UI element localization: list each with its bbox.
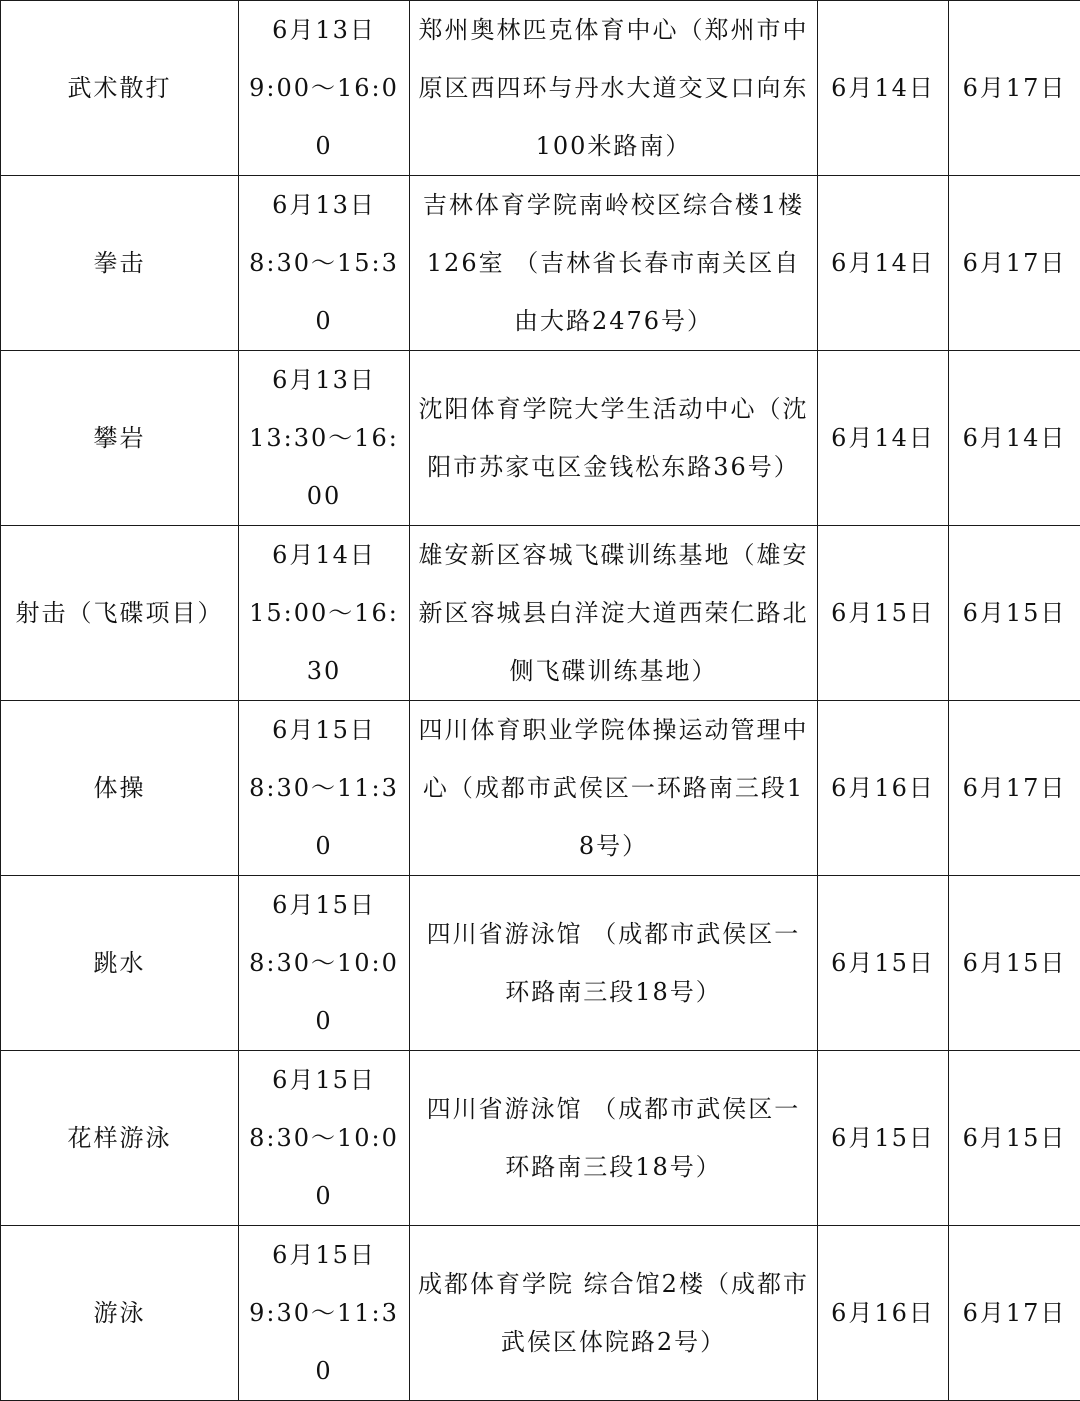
test-time: 8:30～10:00 [245, 1109, 403, 1225]
test-date: 6月15日 [245, 1051, 403, 1109]
event-cell: 拳击 [1, 176, 239, 351]
date-a-cell: 6月16日 [818, 701, 949, 876]
date-time-cell [239, 876, 410, 1051]
date-a-cell: 6月15日 [818, 1051, 949, 1226]
date-b-cell: 6月15日 [949, 526, 1080, 701]
test-date: 6月15日 [245, 701, 403, 759]
venue-cell: 成都体育学院 综合馆2楼（成都市武侯区体院路2号） [410, 1226, 818, 1401]
venue-cell: 四川体育职业学院体操运动管理中心（成都市武侯区一环路南三段18号） [410, 701, 818, 876]
table-row [1, 526, 1080, 701]
date-b-cell: 6月14日 [949, 351, 1080, 526]
date-a-cell: 6月14日 [818, 351, 949, 526]
date-time-cell [239, 701, 410, 876]
date-time-cell [239, 1, 410, 176]
test-time: 13:30～16:00 [245, 409, 403, 525]
event-cell: 射击（飞碟项目） [1, 526, 239, 701]
table-row [1, 176, 1080, 351]
date-a-cell: 6月15日 [818, 526, 949, 701]
date-a-cell: 6月14日 [818, 176, 949, 351]
date-a-cell: 6月15日 [818, 876, 949, 1051]
test-time: 9:00～16:00 [245, 59, 403, 175]
date-b-cell: 6月17日 [949, 176, 1080, 351]
table-row [1, 701, 1080, 876]
venue-cell: 吉林体育学院南岭校区综合楼1楼126室 （吉林省长春市南关区自由大路2476号） [410, 176, 818, 351]
table-row [1, 876, 1080, 1051]
test-time: 9:30～11:30 [245, 1284, 403, 1400]
event-cell: 跳水 [1, 876, 239, 1051]
date-time-cell [239, 176, 410, 351]
test-date: 6月14日 [245, 526, 403, 584]
date-b-cell: 6月15日 [949, 1051, 1080, 1226]
date-b-cell: 6月17日 [949, 701, 1080, 876]
date-time-cell [239, 526, 410, 701]
table-row [1, 351, 1080, 526]
test-time: 8:30～15:30 [245, 234, 403, 350]
table-row [1, 1051, 1080, 1226]
venue-cell: 雄安新区容城飞碟训练基地（雄安新区容城县白洋淀大道西荣仁路北侧飞碟训练基地） [410, 526, 818, 701]
test-time: 8:30～10:00 [245, 934, 403, 1050]
event-cell: 游泳 [1, 1226, 239, 1401]
event-cell: 武术散打 [1, 1, 239, 176]
venue-cell: 四川省游泳馆 （成都市武侯区一环路南三段18号） [410, 876, 818, 1051]
event-cell: 花样游泳 [1, 1051, 239, 1226]
date-b-cell: 6月15日 [949, 876, 1080, 1051]
table-row [1, 1226, 1080, 1401]
date-b-cell: 6月17日 [949, 1226, 1080, 1401]
date-a-cell: 6月16日 [818, 1226, 949, 1401]
test-date: 6月15日 [245, 876, 403, 934]
test-date: 6月13日 [245, 176, 403, 234]
test-date: 6月15日 [245, 1226, 403, 1284]
test-time: 8:30～11:30 [245, 759, 403, 875]
date-a-cell: 6月14日 [818, 1, 949, 176]
venue-cell: 四川省游泳馆 （成都市武侯区一环路南三段18号） [410, 1051, 818, 1226]
date-time-cell [239, 1226, 410, 1401]
date-b-cell: 6月17日 [949, 1, 1080, 176]
test-time: 15:00～16:30 [245, 584, 403, 700]
venue-cell: 郑州奥林匹克体育中心（郑州市中原区西四环与丹水大道交叉口向东100米路南） [410, 1, 818, 176]
event-cell: 体操 [1, 701, 239, 876]
table-row [1, 1, 1080, 176]
venue-cell: 沈阳体育学院大学生活动中心（沈阳市苏家屯区金钱松东路36号） [410, 351, 818, 526]
test-date: 6月13日 [245, 351, 403, 409]
date-time-cell [239, 351, 410, 526]
event-cell: 攀岩 [1, 351, 239, 526]
test-date: 6月13日 [245, 1, 403, 59]
date-time-cell [239, 1051, 410, 1226]
